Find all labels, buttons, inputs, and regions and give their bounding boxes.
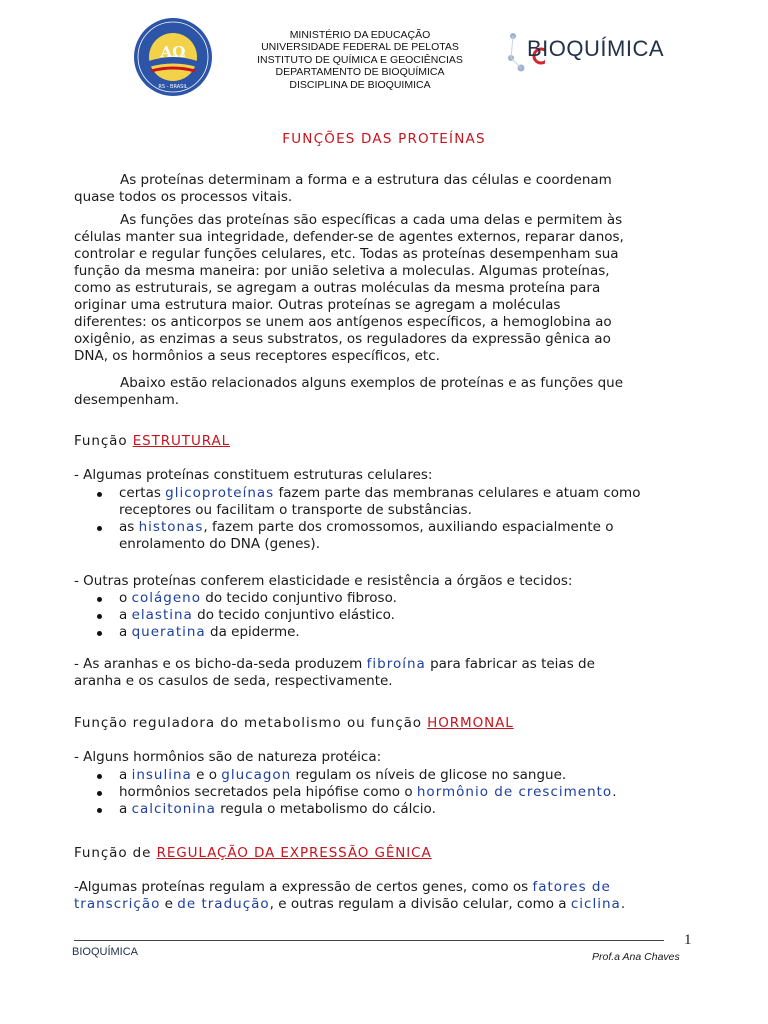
text-line: oxigênio, as enzimas a seus substratos, os reguladores da expressão gênica ao (74, 331, 611, 347)
svg-text:RS - BRASIL: RS - BRASIL (158, 84, 188, 90)
svg-text:AΩ: AΩ (160, 43, 186, 61)
term-fibroina: fibroína (366, 656, 426, 672)
list-item: as histonas, fazem parte dos cromossomos, auxiliando espacialmente o enrolamento do DNA (genes). (74, 519, 694, 553)
text-line: controlar e regular funções celulares, etc. Todas as proteínas desempenham sua (74, 246, 619, 262)
footer-divider (74, 940, 664, 941)
footer-logo (72, 946, 152, 964)
lead-text: - Algumas proteínas constituem estruturas celulares: (74, 467, 433, 483)
text-line: diferentes: os anticorpos se unem aos antígenos específicos, a hemoglobina ao (74, 314, 612, 330)
university-seal-logo (133, 17, 213, 97)
institution-header (230, 29, 490, 91)
heading-label: REGULAÇÃO DA EXPRESSÃO GÊNICA (156, 845, 432, 861)
term-colageno: colágeno (131, 590, 201, 606)
section-heading-estrutural (74, 433, 230, 449)
text-line: Abaixo estão relacionados alguns exemplos de proteínas e as funções que (120, 375, 623, 391)
header-line: INSTITUTO DE QUÍMICA E GEOCIÊNCIAS (257, 53, 463, 66)
term-histonas: histonas (138, 519, 204, 535)
header-line: DEPARTAMENTO DE BIOQUÍMICA (275, 66, 445, 79)
term-glucagon: glucagon (221, 767, 292, 783)
text-line: quase todos os processos vitais. (74, 189, 293, 205)
list-item: certas glicoproteínas fazem parte das membranas celulares e atuam como receptores ou facilitam o transporte de substâncias. (74, 485, 694, 519)
spider-paragraph: - As aranhas e os bicho-da-seda produzem fibroína para fabricar as teias de aranha e os casulos de seda, respectivamente. (74, 656, 595, 689)
list-item: a queratina da epiderme. (74, 624, 694, 641)
hormonal-list (74, 767, 694, 818)
structural-list-1 (74, 485, 694, 553)
text-line: As funções das proteínas são específicas a cada uma delas e permitem às (120, 212, 623, 228)
page-title: FUNÇÕES DAS PROTEÍNAS (282, 131, 486, 147)
section-heading-hormonal (74, 715, 514, 731)
term-transcricao: transcrição (74, 896, 161, 912)
logo-wordmark: BIOQUÍMICA (527, 36, 665, 61)
text-line: como as estruturais, se agregam a outras moléculas da mesma proteína para (74, 280, 601, 296)
text-line: originar uma estrutura maior. Outras proteínas se agregam a moléculas (74, 297, 561, 313)
header-line: MINISTÉRIO DA EDUCAÇÃO (289, 29, 431, 41)
header-line: UNIVERSIDADE FEDERAL DE PELOTAS (261, 41, 459, 54)
term-queratina: queratina (131, 624, 206, 640)
list-item: a elastina do tecido conjuntivo elástico. (74, 607, 694, 624)
term-traducao: de tradução (177, 896, 270, 912)
footer-logo-wordmark: BIOQUÍMICA (72, 946, 139, 958)
intro-paragraph-3 (74, 375, 694, 409)
heading-prefix: Função de (74, 845, 157, 861)
heading-label: ESTRUTURAL (132, 433, 231, 449)
header-line: DISCIPLINA DE BIOQUIMICA (289, 78, 431, 91)
heading-prefix: Função reguladora do metabolismo ou função (74, 715, 428, 731)
heading-label: HORMONAL (427, 715, 514, 731)
term-elastina: elastina (131, 607, 193, 623)
text-line: função da mesma maneira: por união seletiva a moleculas. Algumas proteínas, (74, 263, 610, 279)
list-item: a calcitonina regula o metabolismo do cálcio. (74, 801, 694, 818)
intro-paragraph-1 (74, 172, 694, 206)
page-number: 1 (684, 932, 692, 948)
section-heading-genica (74, 845, 432, 861)
term-hormonio-crescimento: hormônio de crescimento (416, 784, 613, 800)
structural-list-2 (74, 590, 694, 641)
list-item: o colágeno do tecido conjuntivo fibroso. (74, 590, 694, 607)
text-line: desempenham. (74, 392, 180, 408)
term-calcitonina: calcitonina (131, 801, 216, 817)
term-insulina: insulina (131, 767, 192, 783)
text-line: DNA, os hormônios a seus receptores específicos, etc. (74, 348, 440, 364)
term-ciclina: ciclina (570, 896, 621, 912)
lead-text: - Alguns hormônios são de natureza protéica: (74, 749, 382, 765)
heading-prefix: Função (74, 433, 133, 449)
list-item: a insulina e o glucagon regulam os níveis de glicose no sangue. (74, 767, 694, 784)
author-credit: Prof.a Ana Chaves (592, 951, 680, 963)
term-glicoproteinas: glicoproteínas (165, 485, 275, 501)
genica-paragraph: -Algumas proteínas regulam a expressão de certos genes, como os fatores de transcrição e de tradução, e outras regulam a divisão celular, como a ciclina. (74, 879, 626, 912)
lead-text: - Outras proteínas conferem elasticidade e resistência a órgãos e tecidos: (74, 573, 573, 589)
bioquimica-logo (505, 26, 665, 76)
list-item: hormônios secretados pela hipófise como o hormônio de crescimento. (74, 784, 694, 801)
intro-paragraph-2 (74, 212, 694, 365)
text-line: células manter sua integridade, defender-se de agentes externos, reparar danos, (74, 229, 624, 245)
term-fatores: fatores de (532, 879, 611, 895)
text-line: As proteínas determinam a forma e a estrutura das células e coordenam (120, 172, 612, 188)
